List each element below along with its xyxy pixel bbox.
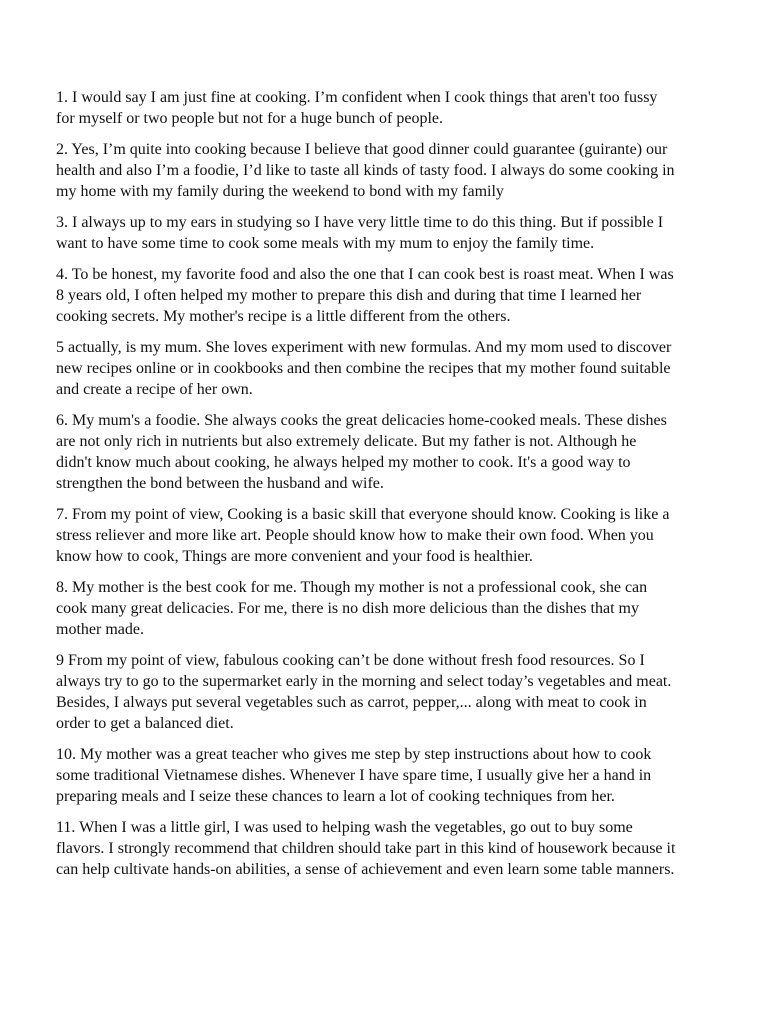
answer-paragraph-10: 10. My mother was a great teacher who gives me step by step instructions about how to cook some traditional Vietnamese dishes. Whenever I have spare time, I usually give her a hand in preparing meals and I seize these chances to learn a lot of cooking techniques from her. bbox=[56, 746, 652, 805]
answer-paragraph-9: 9 From my point of view, fabulous cooking can’t be done without fresh food resources. So I always try to go to the supermarket early in the morning and select today’s vegetables and meat. Besides, I always put several vegetables such as carrot, pepper,... along with meat to cook in order to get a balanced diet. bbox=[56, 652, 672, 732]
answer-paragraph-1: 1. I would say I am just fine at cooking. I’m confident when I cook things that aren't too fussy for myself or two people but not for a huge bunch of people. bbox=[56, 89, 658, 127]
answer-paragraph-6: 6. My mum's a foodie. She always cooks the great delicacies home-cooked meals. These dishes are not only rich in nutrients but also extremely delicate. But my father is not. Although he didn't know much about cooking, he always helped my mother to cook. It's a good way to strengthen the bond between the husband and wife. bbox=[56, 412, 667, 492]
answer-paragraph-8: 8. My mother is the best cook for me. Though my mother is not a professional cook, she can cook many great delicacies. For me, there is no dish more delicious than the dishes that my mother made. bbox=[56, 579, 648, 638]
answer-paragraph-4: 4. To be honest, my favorite food and also the one that I can cook best is roast meat. When I was 8 years old, I often helped my mother to prepare this dish and during that time I learned her cooking secrets. My mother's recipe is a little different from the others. bbox=[56, 266, 674, 325]
document-page bbox=[56, 87, 676, 890]
answer-paragraph-7: 7. From my point of view, Cooking is a basic skill that everyone should know. Cooking is like a stress reliever and more like art. People should know how to make their own food. When you know how to cook, Things are more convenient and your food is healthier. bbox=[56, 506, 670, 565]
answer-paragraph-5: 5 actually, is my mum. She loves experiment with new formulas. And my mom used to discover new recipes online or in cookbooks and then combine the recipes that my mother found suitable and create a recipe of her own. bbox=[56, 339, 672, 398]
answer-paragraph-11: 11. When I was a little girl, I was used to helping wash the vegetables, go out to buy some flavors. I strongly recommend that children should take part in this kind of housework because it can help cultivate hands-on abilities, a sense of achievement and even learn some table manners. bbox=[56, 819, 676, 878]
answer-paragraph-2: 2. Yes, I’m quite into cooking because I believe that good dinner could guarantee (guirante) our health and also I’m a foodie, I’d like to taste all kinds of tasty food. I always do some cooking in my home with my family during the weekend to bond with my family bbox=[56, 141, 675, 200]
answer-paragraph-3: 3. I always up to my ears in studying so I have very little time to do this thing. But if possible I want to have some time to cook some meals with my mum to enjoy the family time. bbox=[56, 214, 664, 252]
